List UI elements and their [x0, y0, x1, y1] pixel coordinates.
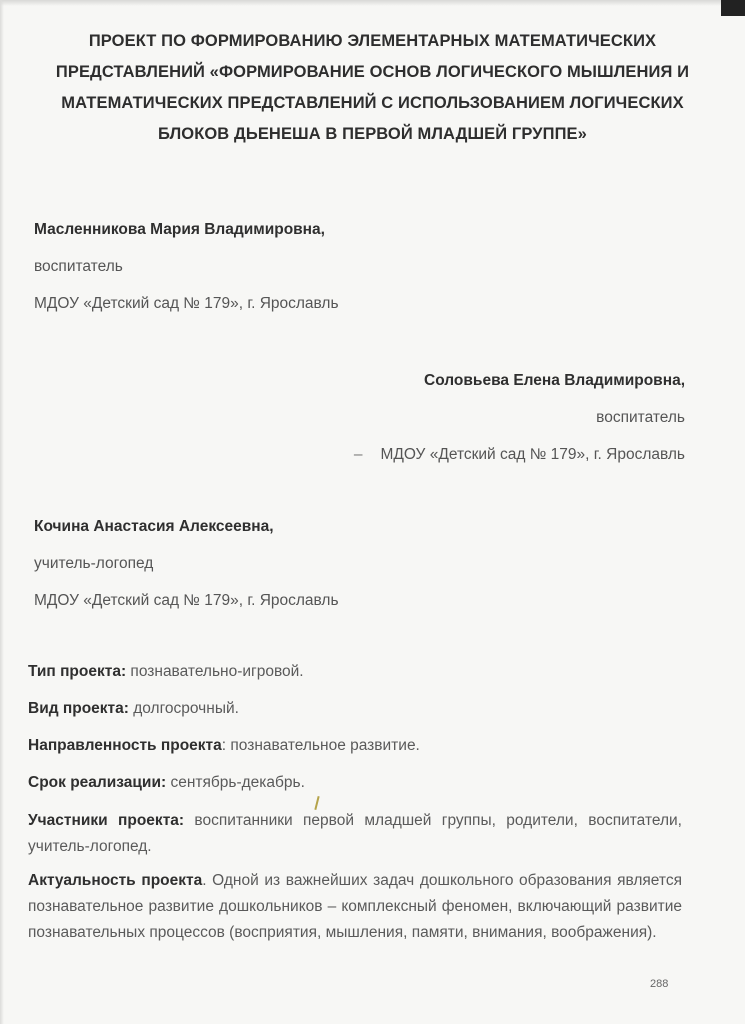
- field-project-relevance: [28, 868, 682, 946]
- scan-edge-top: [0, 0, 745, 6]
- document-title: ПРОЕКТ ПО ФОРМИРОВАНИЮ ЭЛЕМЕНТАРНЫХ МАТЕМАТИЧЕСКИХ ПРЕДСТАВЛЕНИЙ «ФОРМИРОВАНИЕ ОСНОВ ЛОГИЧЕСКОГО МЫШЛЕНИЯ И МАТЕМАТИЧЕСКИХ ПРЕДСТАВЛЕНИЙ С ИСПОЛЬЗОВАНИЕМ ЛОГИЧЕСКИХ БЛОКОВ ДЬЕНЕША В ПЕРВОЙ МЛАДШЕЙ ГРУППЕ»: [55, 32, 690, 143]
- field-label: Срок реализации:: [28, 774, 167, 791]
- author-name: Соловьева Елена Владимировна,: [424, 372, 685, 389]
- field-value: воспитанники первой младшей группы, родители, воспитатели, учитель-логопед.: [28, 812, 682, 855]
- author-block-3: [34, 508, 339, 619]
- project-fields: [28, 660, 682, 954]
- author-block-2: [354, 362, 685, 473]
- field-project-type: [28, 660, 682, 683]
- page-number: 288: [650, 978, 669, 990]
- field-label: Актуальность проекта: [28, 872, 203, 889]
- author-role: воспитатель: [596, 409, 685, 426]
- field-project-direction: [28, 734, 682, 757]
- field-value: познавательно-игровой.: [126, 663, 304, 680]
- field-project-period: [28, 771, 682, 794]
- dash-mark: –: [353, 446, 363, 463]
- author-name: Кочина Анастасия Алексеевна,: [34, 518, 274, 535]
- field-value: сентябрь-декабрь.: [166, 774, 305, 791]
- author-block-1: [34, 211, 339, 322]
- field-project-participants: [28, 808, 682, 860]
- field-label: Участники проекта:: [28, 812, 185, 829]
- field-value: долгосрочный.: [128, 700, 239, 717]
- field-value: : познавательное развитие.: [221, 737, 420, 754]
- scan-corner-mark: [721, 0, 745, 16]
- field-label: Направленность проекта: [28, 737, 222, 754]
- field-label: Тип проекта:: [28, 663, 127, 680]
- field-value: . Одной из важнейших задач дошкольного образования является познавательное развитие дошкольников – комплексный феномен, включающий развитие познавательных процессов (восприятия, мышления, памяти, внимания, воображения).: [28, 872, 682, 941]
- author-name: Масленникова Мария Владимировна,: [34, 221, 325, 238]
- author-role: воспитатель: [34, 258, 123, 275]
- scan-edge-left: [0, 0, 4, 1024]
- author-organization: МДОУ «Детский сад № 179», г. Ярославль: [380, 446, 685, 463]
- author-organization: МДОУ «Детский сад № 179», г. Ярославль: [34, 592, 339, 609]
- author-organization: МДОУ «Детский сад № 179», г. Ярославль: [34, 295, 339, 312]
- field-label: Вид проекта:: [28, 700, 129, 717]
- field-project-kind: [28, 697, 682, 720]
- author-role: учитель-логопед: [34, 555, 154, 572]
